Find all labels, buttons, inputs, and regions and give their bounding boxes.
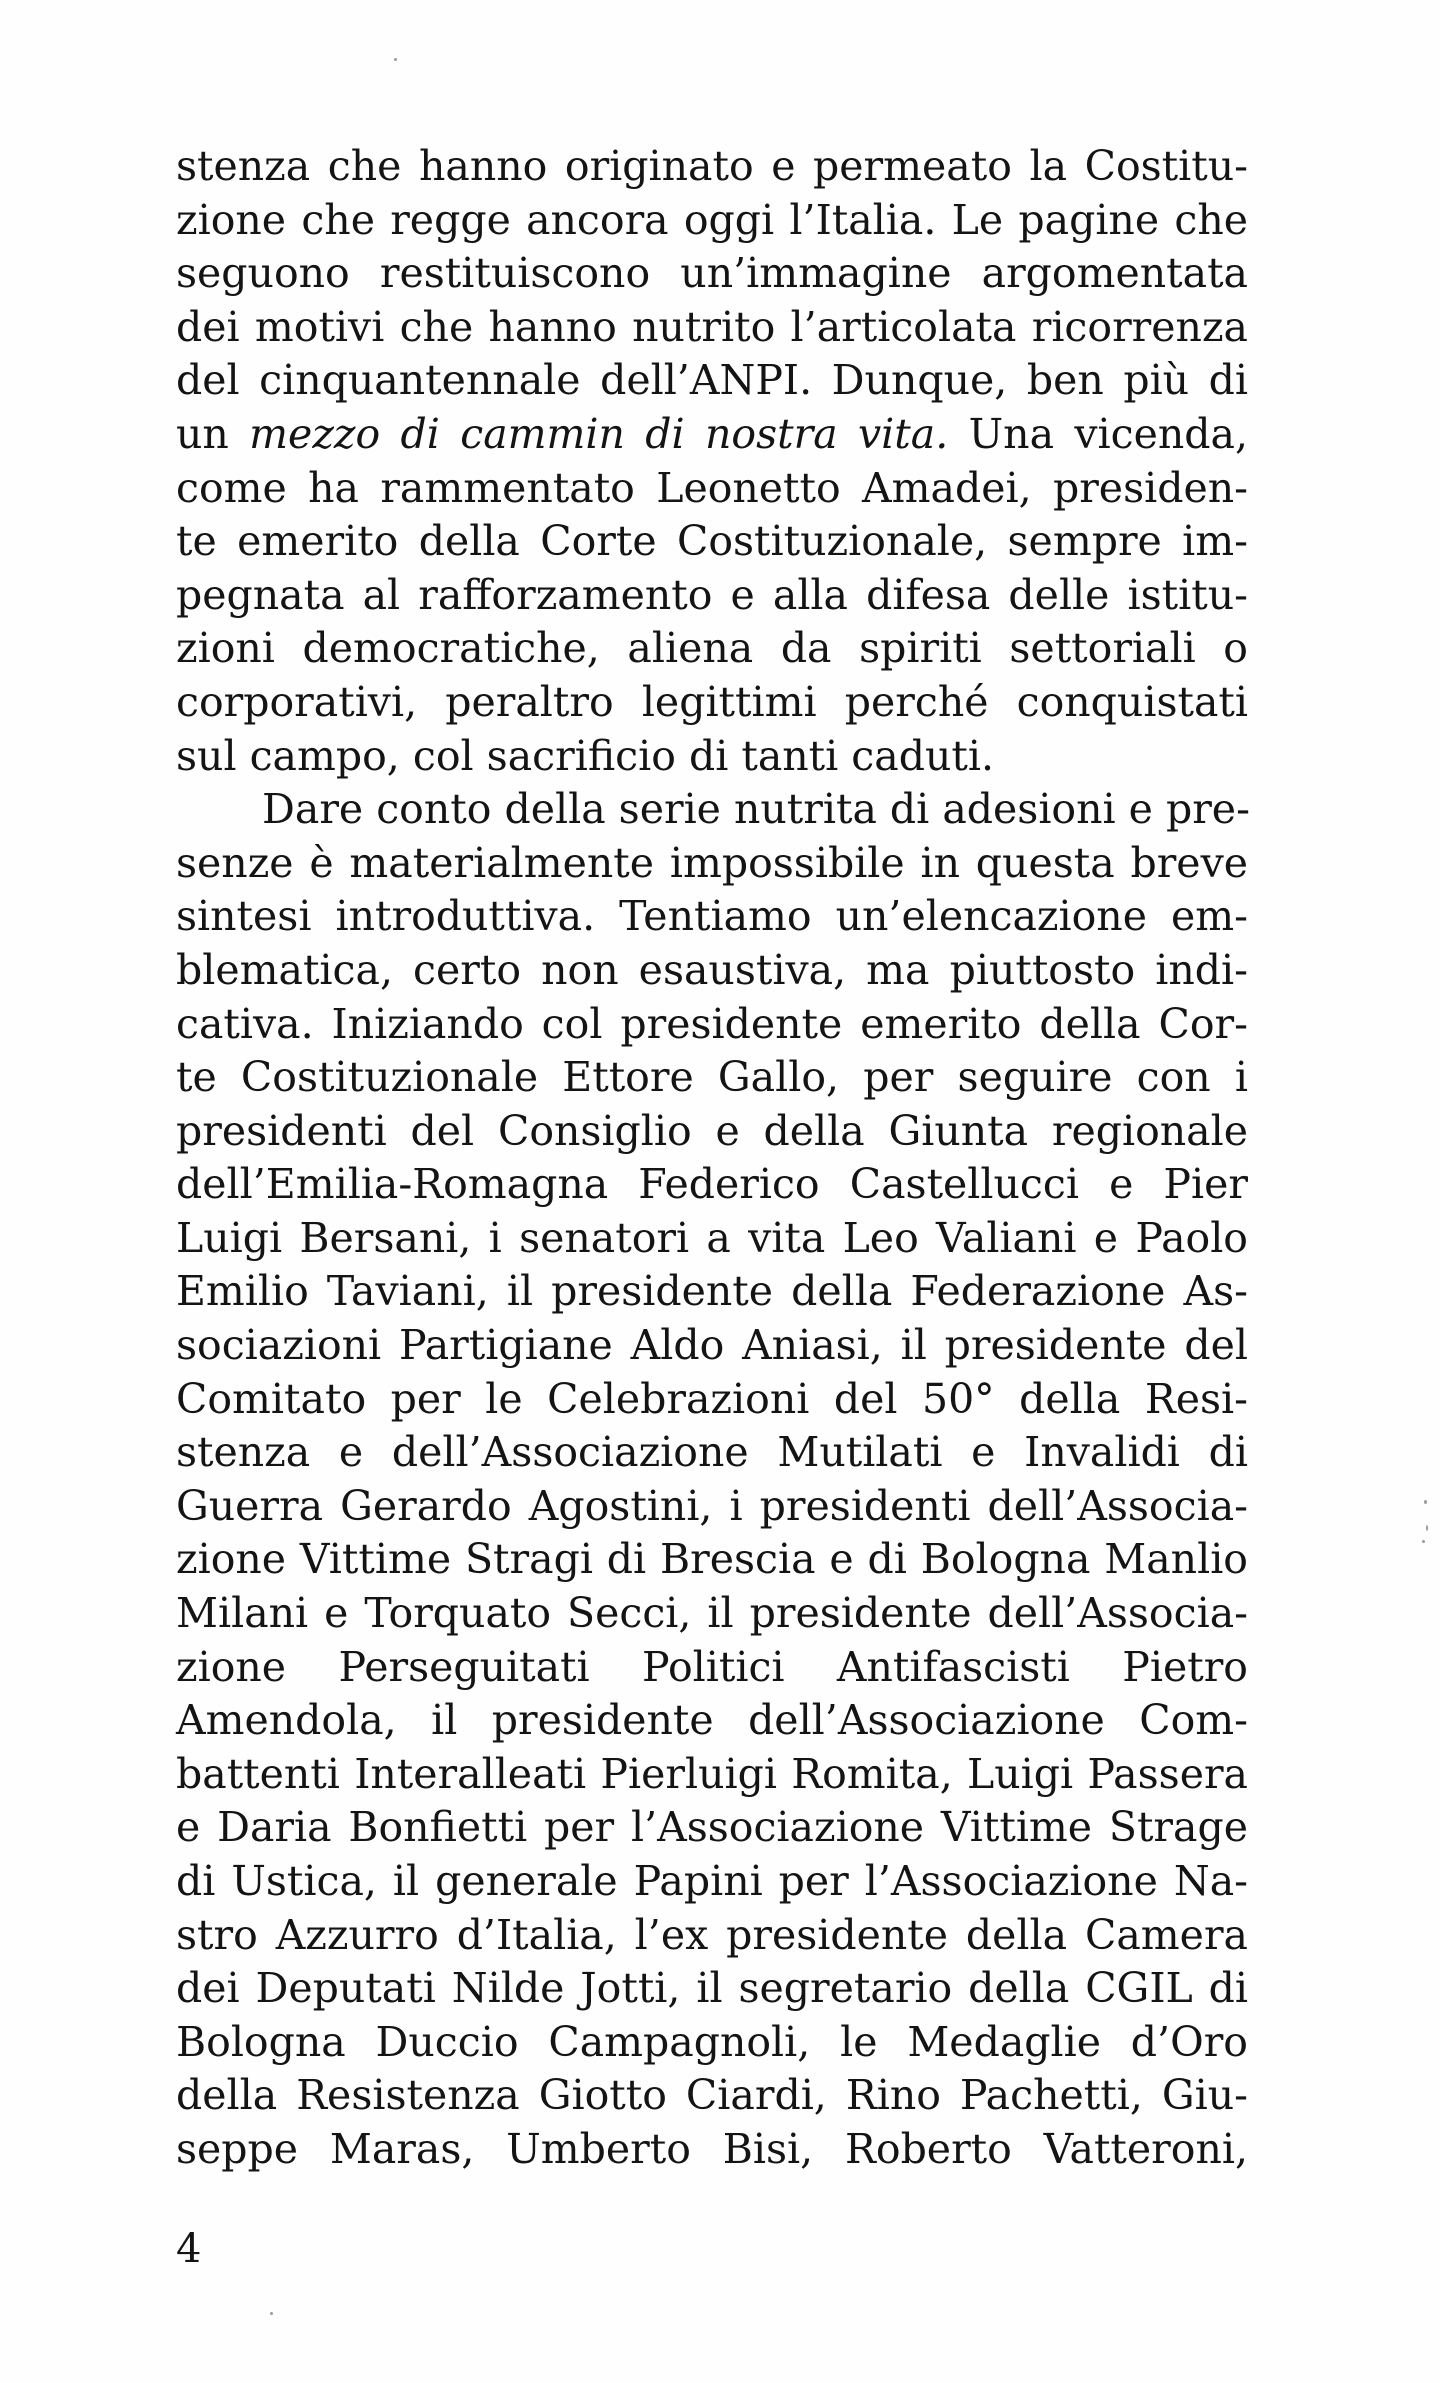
scan-speck [1426,1525,1428,1531]
text-line: Amendola, il presidente dell’Associazione Com- [176,1696,1248,1745]
text-line: del cinquantennale dell’ANPI. Dunque, ben più di [176,356,1248,405]
text-line: Luigi Bersani, i senatori a vita Leo Valiani e Paolo [176,1213,1248,1262]
text-line: cativa. Iniziando col presidente emerito della Cor- [176,999,1248,1048]
scan-speck [1422,1540,1425,1543]
paragraph [176,140,1248,783]
text-line: battenti Interalleati Pierluigi Romita, Luigi Passera [176,1749,1248,1798]
scan-speck [270,2312,273,2315]
text-line: presidenti del Consiglio e della Giunta regionale [176,1106,1248,1155]
text-line: pegnata al rafforzamento e alla difesa delle istitu- [176,570,1248,619]
text-line: stenza che hanno originato e permeato la Costitu- [176,142,1248,190]
paragraph [176,783,1248,2176]
text-line: blematica, certo non esaustiva, ma piuttosto indi- [176,945,1248,994]
text-line: Emilio Taviani, il presidente della Federazione As- [176,1267,1248,1316]
text-line: come ha rammentato Leonetto Amadei, presiden- [176,463,1248,512]
text-line: sociazioni Partigiane Aldo Aniasi, il presidente del [176,1321,1248,1370]
text-line: seguono restituiscono un’immagine argomentata [176,249,1248,298]
text-line: della Resistenza Giotto Ciardi, Rino Pachetti, Giu- [176,2071,1248,2120]
text-line: e Daria Bonfietti per l’Associazione Vittime Strage [176,1803,1248,1852]
text-line: Dare conto della serie nutrita di adesioni e pre- [262,785,1250,834]
text-line: zione che regge ancora oggi l’Italia. Le pagine che [176,195,1248,244]
scan-speck [394,58,397,61]
text-line: zione Perseguitati Politici Antifascisti Pietro [176,1642,1248,1691]
text-line: zioni democratiche, aliena da spiriti settoriali o [176,624,1248,673]
text-run: Una vicenda, [948,409,1248,458]
text-line: Guerra Gerardo Agostini, i presidenti dell’Associa- [176,1481,1248,1530]
text-line: di Ustica, il generale Papini per l’Associazione Na- [176,1857,1248,1905]
text-line: seppe Maras, Umberto Bisi, Roberto Vatteroni, [176,2124,1248,2173]
text-line: te Costituzionale Ettore Gallo, per seguire con i [176,1053,1248,1102]
text-line [176,408,1248,462]
italic-quote: mezzo di cammin di nostra vita. [249,409,949,458]
text-line: Comitato per le Celebrazioni del 50° della Resi- [176,1374,1248,1423]
body-text [176,140,1248,2177]
text-line: dei motivi che hanno nutrito l’articolata ricorrenza [176,302,1248,351]
text-line: dei Deputati Nilde Jotti, il segretario della CGIL di [176,1964,1248,2013]
text-line: te emerito della Corte Costituzionale, sempre im- [176,517,1248,566]
text-line: corporativi, peraltro legittimi perché conquistati [176,677,1248,726]
text-line: sul campo, col sacrificio di tanti caduti. [176,731,994,780]
text-line: stenza e dell’Associazione Mutilati e Invalidi di [176,1428,1248,1477]
text-line: Milani e Torquato Secci, il presidente dell’Associa- [176,1589,1248,1638]
text-line: Bologna Duccio Campagnoli, le Medaglie d’Oro [176,2017,1248,2066]
text-line: stro Azzurro d’Italia, l’ex presidente della Camera [176,1910,1248,1959]
text-line: dell’Emilia-Romagna Federico Castellucci e Pier [176,1160,1248,1209]
text-run: un [176,409,250,458]
page-number: 4 [176,2226,202,2272]
text-line: zione Vittime Stragi di Brescia e di Bologna Manlio [176,1535,1248,1584]
text-line: sintesi introduttiva. Tentiamo un’elencazione em- [176,892,1248,941]
scan-speck [1424,1500,1427,1504]
text-line: senze è materialmente impossibile in questa breve [176,838,1248,887]
